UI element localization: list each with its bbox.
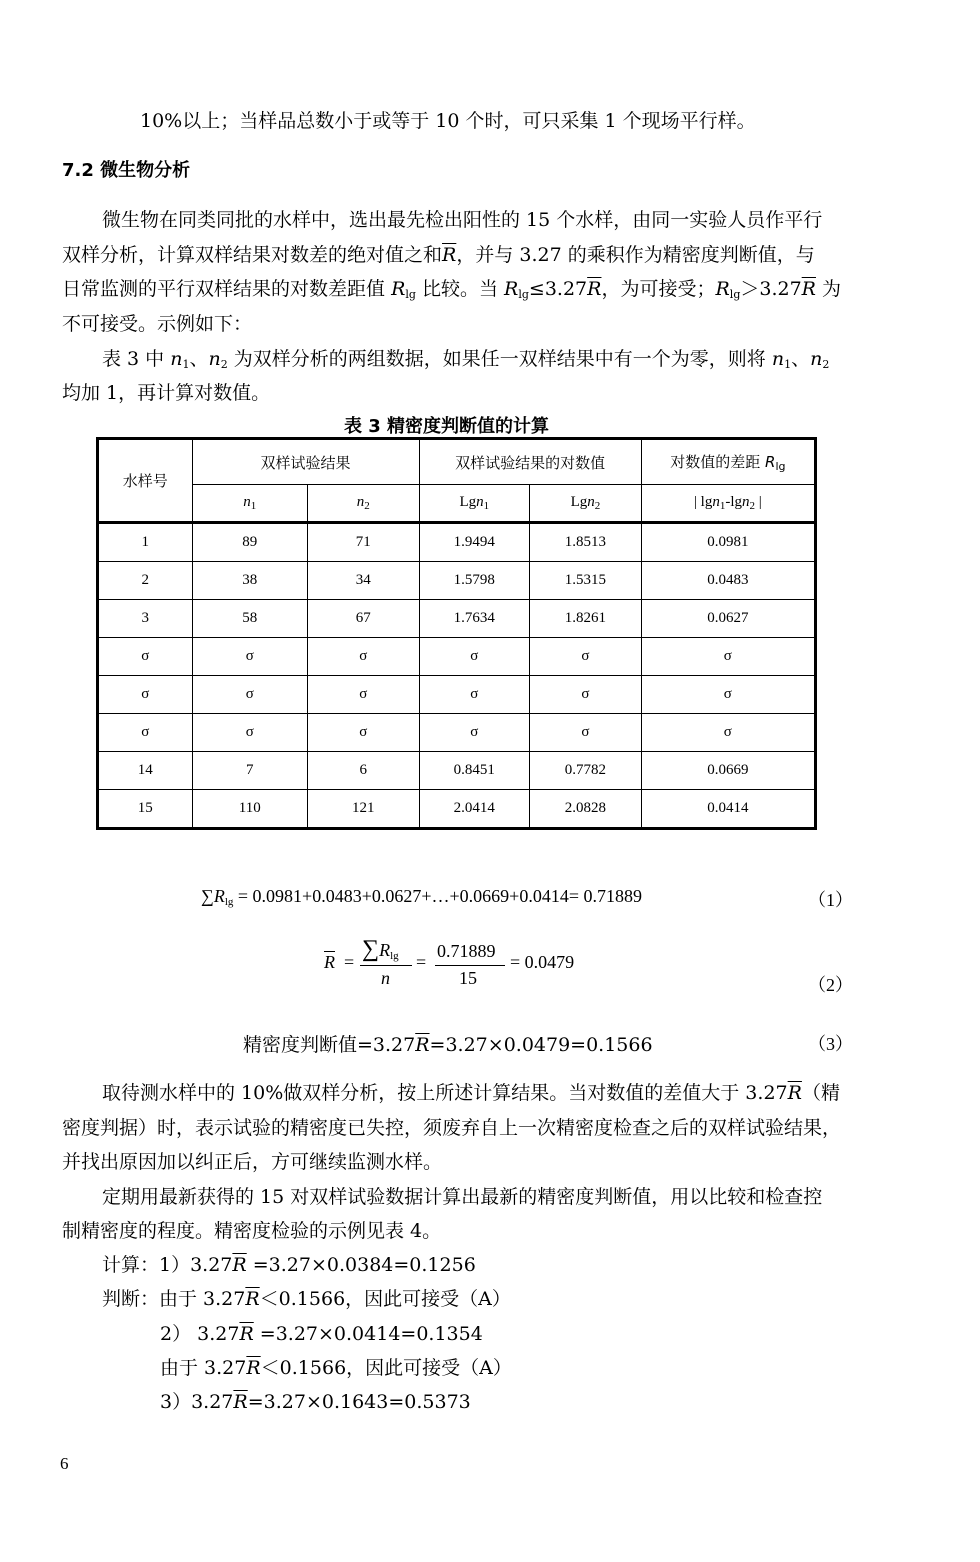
paragraph-line: 定期用最新获得的 15 对双样试验数据计算出最新的精密度判断值，用以比较和检查控 bbox=[102, 1186, 823, 1208]
calc-line: 计算：$1)3.27\overline{R} =3.27\times 0.0384=0.1256$ bbox=[102, 1254, 476, 1276]
section-heading: 7.2 微生物分析 bbox=[62, 160, 191, 181]
header-lgn2: Lgn$_2$ bbox=[530, 485, 642, 523]
header-n1: $n_1$ bbox=[192, 485, 307, 523]
equation-2-r: $\overline{R}$ bbox=[324, 952, 335, 972]
header-n2: $n_2$ bbox=[308, 485, 419, 523]
table-row: σ σ σ σ σ σ bbox=[98, 638, 816, 676]
header-absdiff: | lgn$_1$-lgn$_2$ | bbox=[641, 485, 815, 523]
equation-1: $\sum R_{lg}$ = 0.0981+0.0483+0.0627+…+0.0669+0.0414= 0.71889 bbox=[201, 886, 642, 908]
equation-number: （1） bbox=[808, 890, 853, 910]
table-row: 3 58 67 1.7634 1.8261 0.0627 bbox=[98, 600, 816, 638]
paragraph-line: 并找出原因加以纠正后，方可继续监测水样。 bbox=[62, 1151, 443, 1173]
paragraph-line: 双样分析，计算双样结果对数差的绝对值之和$\overline{R}$，并与 3.27 的乘积作为精密度判断值，与 bbox=[62, 244, 815, 266]
equation-number: （3） bbox=[808, 1034, 853, 1054]
paragraph-line: 不可接受。示例如下： bbox=[62, 313, 253, 335]
table-row: 15 110 121 2.0414 2.0828 0.0414 bbox=[98, 790, 816, 829]
table-row: σ σ σ σ σ σ bbox=[98, 714, 816, 752]
paragraph-line: 日常监测的平行双样结果的对数差距值 $R_{lg}$ 比较。当 $R_{lg}\le 3.27\overline{R}$，为可接受；$R_{lg}>3.27\overline{R}$ 为 bbox=[62, 278, 842, 301]
calc-line: 2） $3.27\overline{R} =3.27\times 0.0414=0.1354$ bbox=[160, 1323, 483, 1345]
paragraph-line: 均加 1，再计算对数值。 bbox=[62, 382, 271, 404]
paragraph-line: 表 3 中 $n_1$、$n_2$ 为双样分析的两组数据，如果任一双样结果中有一个为零，则将 $n_1$、$n_2$ bbox=[102, 348, 830, 371]
table-row: 1 89 71 1.9494 1.8513 0.0981 bbox=[98, 523, 816, 562]
equation-2-eq: = bbox=[344, 952, 355, 972]
equation-2-numerator-value: 0.71889 bbox=[437, 941, 496, 961]
header-logs: 双样试验结果的对数值 bbox=[419, 439, 641, 485]
header-diff: 对数值的差距 $R_{lg}$ bbox=[641, 439, 815, 485]
paragraph-line: 制精密度的程度。精密度检验的示例见表 4。 bbox=[62, 1220, 442, 1242]
paragraph-line: 取待测水样中的 10%做双样分析，按上所述计算结果。当对数值的差值大于 $3.27\overline{R}$（精 bbox=[102, 1082, 840, 1104]
equation-3: 精密度判断值$=3.27\overline{R}=3.27\times 0.0479=0.1566$ bbox=[243, 1034, 653, 1056]
fraction-bar bbox=[435, 965, 505, 966]
table-row: σ σ σ σ σ σ bbox=[98, 676, 816, 714]
precision-table bbox=[96, 437, 817, 830]
equation-2-eq2: = bbox=[416, 952, 427, 972]
calc-line: $3)3.27\overline{R}=3.27\times 0.1643=0.5373$ bbox=[160, 1391, 471, 1413]
table-row: 14 7 6 0.8451 0.7782 0.0669 bbox=[98, 752, 816, 790]
paragraph-line: 10%以上；当样品总数小于或等于 10 个时，可只采集 1 个现场平行样。 bbox=[140, 110, 756, 132]
header-results: 双样试验结果 bbox=[192, 439, 419, 485]
page-number: 6 bbox=[60, 1454, 69, 1473]
header-lgn1: Lgn$_1$ bbox=[419, 485, 530, 523]
equation-2-denominator: n bbox=[381, 968, 390, 988]
header-sample: 水样号 bbox=[98, 439, 193, 523]
table-row: 2 38 34 1.5798 1.5315 0.0483 bbox=[98, 562, 816, 600]
equation-2-denominator-value: 15 bbox=[459, 968, 477, 988]
calc-line: 由于 $3.27\overline{R}<0.1566$，因此可接受（A） bbox=[160, 1357, 512, 1379]
equation-number: （2） bbox=[808, 975, 853, 995]
calc-line: 判断：由于 $3.27\overline{R}<0.1566$，因此可接受（A） bbox=[102, 1288, 511, 1310]
paragraph-line: 微生物在同类同批的水样中，选出最先检出阳性的 15 个水样，由同一实验人员作平行 bbox=[102, 209, 823, 231]
fraction-bar bbox=[360, 965, 412, 966]
r-bar-symbol: $\overline{R}$ bbox=[442, 244, 457, 266]
table-caption: 表 3 精密度判断值的计算 bbox=[344, 416, 550, 437]
paragraph-line: 密度判据）时，表示试验的精密度已失控，须废弃自上一次精密度检查之后的双样试验结果， bbox=[62, 1117, 842, 1139]
equation-2-result: = 0.0479 bbox=[510, 952, 575, 972]
equation-2-numerator: $\sum R_{lg}$ bbox=[362, 936, 399, 962]
